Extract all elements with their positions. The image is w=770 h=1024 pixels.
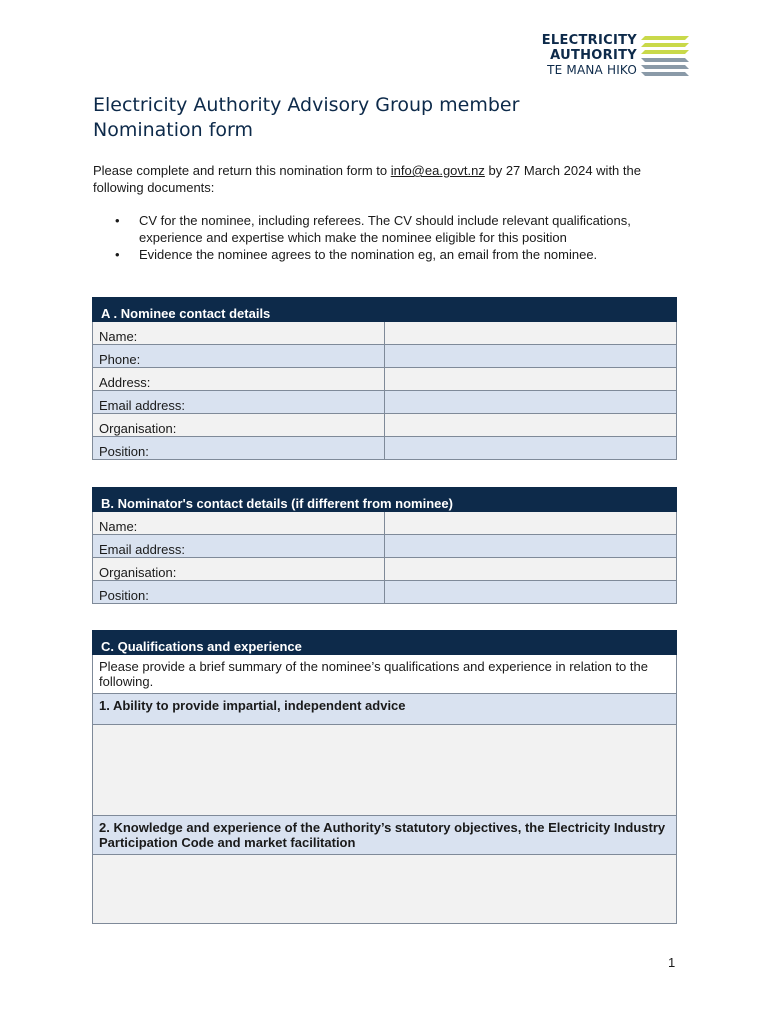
table-row (93, 655, 677, 694)
table-row (93, 368, 677, 391)
document-title (93, 93, 693, 143)
section-a-header: A . Nominee contact details (93, 298, 677, 322)
field-label: Name: (93, 322, 385, 345)
table-row (93, 694, 677, 725)
nominee-name-field[interactable] (385, 322, 677, 345)
nominator-contact-table (92, 487, 677, 604)
field-label: Name: (93, 512, 385, 535)
qualifications-table (92, 630, 677, 924)
list-item (93, 246, 683, 263)
field-label: Position: (93, 581, 385, 604)
table-row (93, 391, 677, 414)
field-label: Organisation: (93, 414, 385, 437)
table-row (93, 816, 677, 855)
electricity-authority-logo (533, 33, 693, 79)
bullet-icon: • (115, 247, 120, 262)
section-c-header: C. Qualifications and experience (93, 631, 677, 655)
logo-line-3: TE MANA HIKO (547, 63, 637, 77)
intro-text-before: Please complete and return this nomination form to (93, 163, 391, 178)
logo-line-1: ELECTRICITY (541, 33, 637, 48)
field-label: Organisation: (93, 558, 385, 581)
title-line-2: Nomination form (93, 119, 254, 141)
table-row (93, 558, 677, 581)
field-label: Email address: (93, 391, 385, 414)
documents-list (93, 212, 683, 263)
logo-line-2: AUTHORITY (550, 48, 637, 63)
nominator-email-field[interactable] (385, 535, 677, 558)
nominee-email-field[interactable] (385, 391, 677, 414)
question-2-label: 2. Knowledge and experience of the Authority’s statutory objectives, the Electricity Industry Participation Code and market facilitation (93, 816, 677, 855)
question-1-label: 1. Ability to provide impartial, independent advice (93, 694, 677, 725)
list-item-text: CV for the nominee, including referees. The CV should include relevant qualifications, experience and expertise which make the nominee eligible for this position (139, 213, 631, 245)
field-label: Position: (93, 437, 385, 460)
field-label: Phone: (93, 345, 385, 368)
table-row (93, 855, 677, 924)
nominee-phone-field[interactable] (385, 345, 677, 368)
list-item-text: Evidence the nominee agrees to the nomination eg, an email from the nominee. (139, 247, 598, 262)
section-c-description: Please provide a brief summary of the nominee’s qualifications and experience in relation to the following. (93, 655, 677, 694)
table-row (93, 725, 677, 816)
nominee-address-field[interactable] (385, 368, 677, 391)
nominator-position-field[interactable] (385, 581, 677, 604)
page-number: 1 (668, 955, 676, 970)
table-row (93, 414, 677, 437)
email-link[interactable]: info@ea.govt.nz (390, 163, 485, 178)
section-b-header: B. Nominator's contact details (if different from nominee) (93, 488, 677, 512)
intro-text-after: by 27 March 2024 with the following documents: (93, 163, 641, 195)
nominator-organisation-field[interactable] (385, 558, 677, 581)
table-row (93, 535, 677, 558)
logo-wordmark (533, 33, 637, 78)
nominee-contact-table (92, 297, 677, 460)
field-label: Address: (93, 368, 385, 391)
table-row (93, 322, 677, 345)
table-row (93, 512, 677, 535)
question-1-answer-field[interactable] (93, 725, 677, 816)
bullet-icon: • (115, 213, 120, 228)
table-row (93, 581, 677, 604)
title-line-1: Electricity Authority Advisory Group member (93, 94, 520, 116)
table-row (93, 345, 677, 368)
nominee-organisation-field[interactable] (385, 414, 677, 437)
nominee-position-field[interactable] (385, 437, 677, 460)
table-row (93, 437, 677, 460)
nominator-name-field[interactable] (385, 512, 677, 535)
intro-paragraph (93, 162, 683, 196)
logo-stripes-icon (641, 34, 691, 78)
question-2-answer-field[interactable] (93, 855, 677, 924)
field-label: Email address: (93, 535, 385, 558)
list-item (93, 212, 683, 246)
